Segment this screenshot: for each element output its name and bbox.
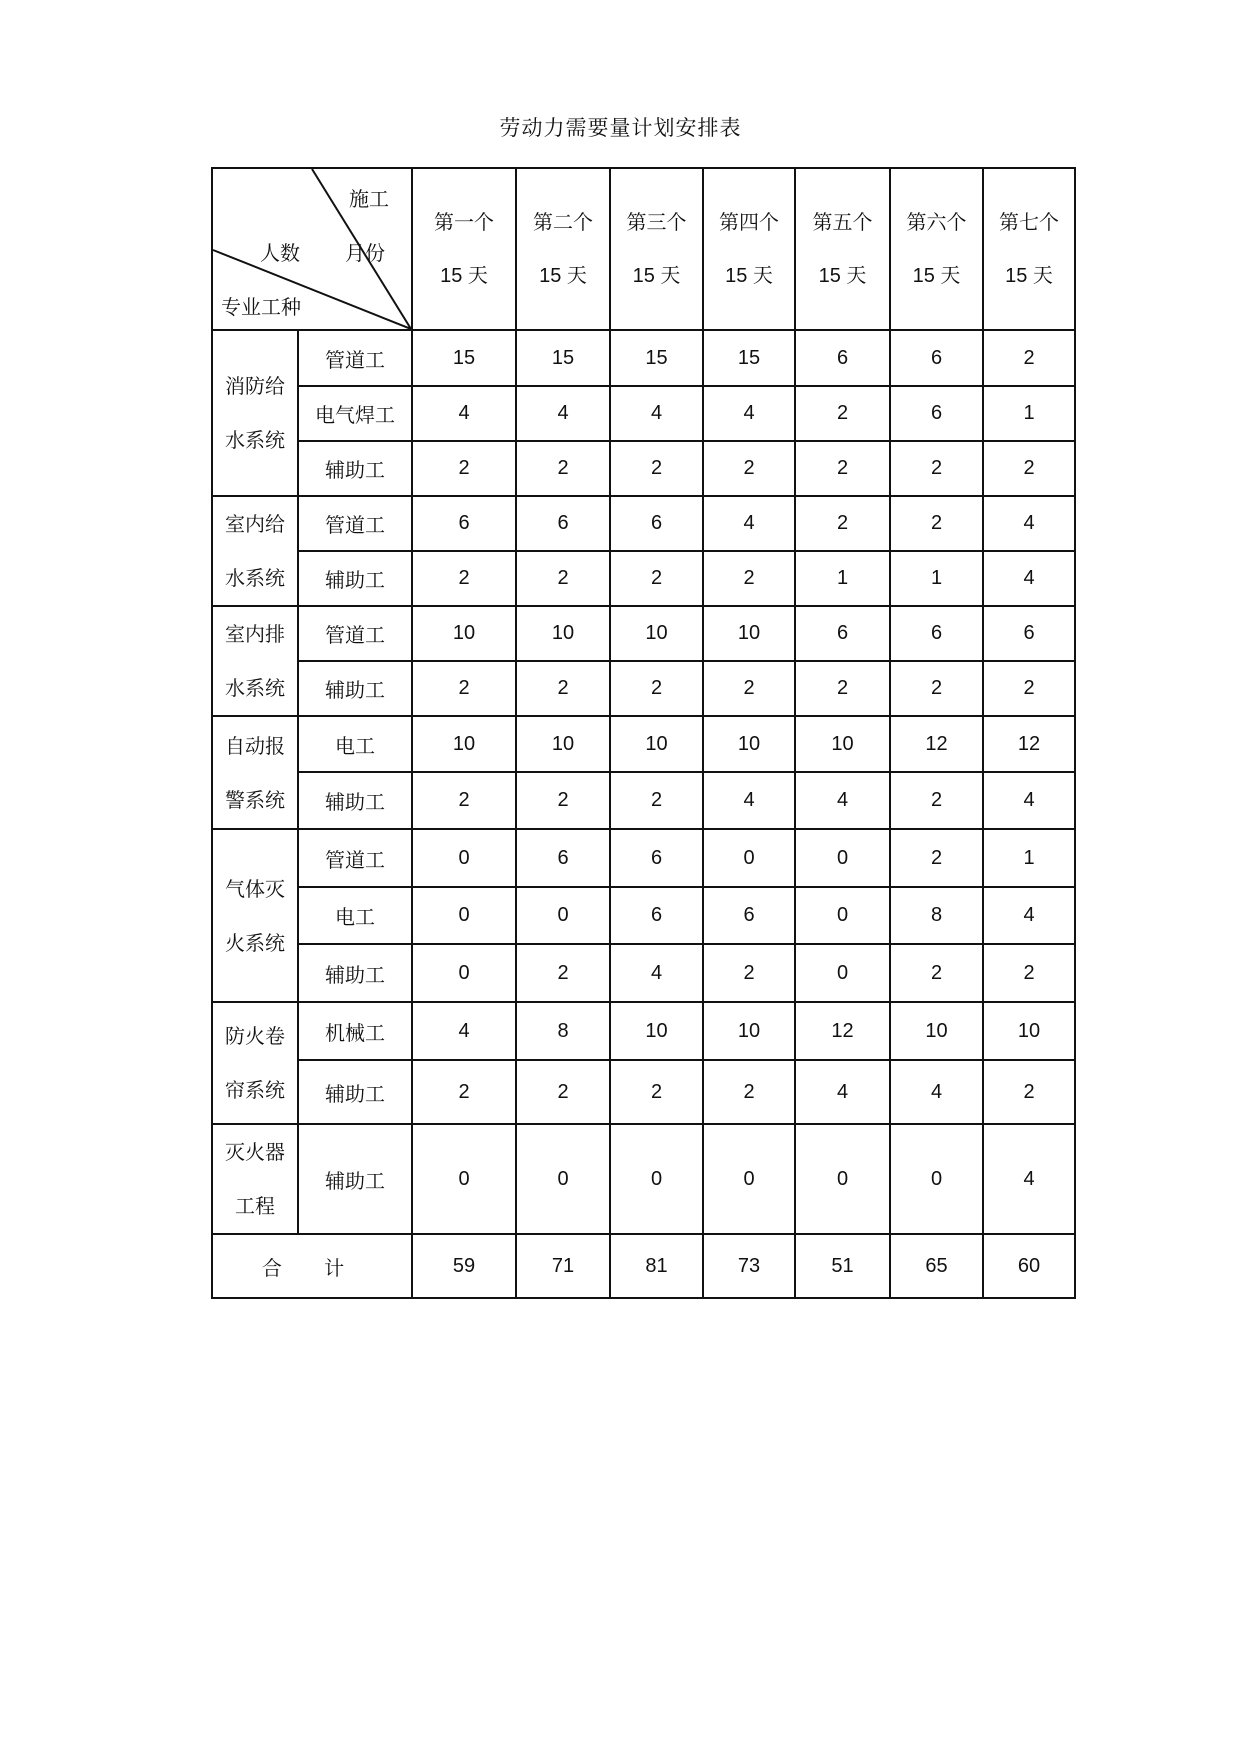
value-cell: 6 (703, 887, 795, 944)
labor-plan-table (211, 167, 1076, 1299)
value-cell: 4 (516, 386, 610, 441)
value-cell: 6 (516, 496, 610, 551)
table-row (212, 551, 1075, 606)
value-cell: 0 (610, 1124, 703, 1234)
total-value: 65 (890, 1234, 983, 1298)
period-header-7: 第七个 15 天 (983, 168, 1075, 330)
value-cell: 2 (795, 441, 890, 496)
trade-cell: 管道工 (298, 330, 412, 386)
total-value: 60 (983, 1234, 1075, 1298)
corner-header-cell (212, 168, 412, 330)
value-cell: 2 (890, 441, 983, 496)
group-cell-fire-shutter: 防火卷 帘系统 (212, 1002, 298, 1124)
table-row (212, 829, 1075, 887)
value-cell: 10 (890, 1002, 983, 1060)
trade-cell: 辅助工 (298, 441, 412, 496)
value-cell: 2 (610, 551, 703, 606)
value-cell: 8 (516, 1002, 610, 1060)
trade-cell: 管道工 (298, 829, 412, 887)
table-row (212, 944, 1075, 1002)
value-cell: 4 (983, 1124, 1075, 1234)
value-cell: 2 (610, 1060, 703, 1124)
value-cell: 2 (795, 496, 890, 551)
value-cell: 6 (610, 496, 703, 551)
value-cell: 6 (516, 829, 610, 887)
total-value: 51 (795, 1234, 890, 1298)
value-cell: 2 (703, 1060, 795, 1124)
table-row (212, 887, 1075, 944)
header-row (212, 168, 1075, 330)
trade-cell: 机械工 (298, 1002, 412, 1060)
total-label: 合 计 (212, 1234, 412, 1298)
value-cell: 4 (983, 772, 1075, 829)
period-header-2: 第二个 15 天 (516, 168, 610, 330)
value-cell: 0 (516, 887, 610, 944)
value-cell: 1 (795, 551, 890, 606)
value-cell: 2 (795, 386, 890, 441)
value-cell: 0 (412, 1124, 516, 1234)
value-cell: 0 (516, 1124, 610, 1234)
value-cell: 4 (412, 1002, 516, 1060)
corner-label-construction: 施工 (349, 187, 389, 211)
value-cell: 2 (703, 944, 795, 1002)
value-cell: 2 (516, 551, 610, 606)
value-cell: 2 (890, 496, 983, 551)
value-cell: 0 (795, 944, 890, 1002)
period-header-1: 第一个 15 天 (412, 168, 516, 330)
value-cell: 4 (610, 386, 703, 441)
value-cell: 0 (795, 887, 890, 944)
table-row (212, 330, 1075, 386)
table-row (212, 1060, 1075, 1124)
trade-cell: 电工 (298, 716, 412, 772)
table-row (212, 1002, 1075, 1060)
trade-cell: 辅助工 (298, 1060, 412, 1124)
total-value: 81 (610, 1234, 703, 1298)
value-cell: 10 (610, 1002, 703, 1060)
group-cell-fire-water: 消防给 水系统 (212, 330, 298, 496)
value-cell: 2 (610, 772, 703, 829)
value-cell: 15 (703, 330, 795, 386)
value-cell: 4 (610, 944, 703, 1002)
trade-cell: 辅助工 (298, 944, 412, 1002)
value-cell: 0 (795, 1124, 890, 1234)
value-cell: 2 (890, 661, 983, 716)
value-cell: 4 (703, 386, 795, 441)
value-cell: 10 (516, 606, 610, 661)
period-header-6: 第六个 15 天 (890, 168, 983, 330)
corner-label-month: 月份 (345, 241, 385, 265)
value-cell: 1 (983, 386, 1075, 441)
value-cell: 2 (516, 772, 610, 829)
value-cell: 2 (703, 661, 795, 716)
total-row (212, 1234, 1075, 1298)
value-cell: 0 (890, 1124, 983, 1234)
group-cell-auto-alarm: 自动报 警系统 (212, 716, 298, 829)
value-cell: 2 (983, 944, 1075, 1002)
table-row (212, 716, 1075, 772)
value-cell: 0 (412, 829, 516, 887)
page-title: 劳动力需要量计划安排表 (499, 116, 742, 140)
value-cell: 4 (703, 772, 795, 829)
value-cell: 6 (795, 606, 890, 661)
trade-cell: 电工 (298, 887, 412, 944)
value-cell: 2 (983, 1060, 1075, 1124)
value-cell: 0 (412, 887, 516, 944)
value-cell: 4 (983, 887, 1075, 944)
value-cell: 10 (516, 716, 610, 772)
value-cell: 10 (703, 1002, 795, 1060)
value-cell: 4 (795, 1060, 890, 1124)
value-cell: 2 (890, 944, 983, 1002)
value-cell: 2 (516, 1060, 610, 1124)
value-cell: 10 (795, 716, 890, 772)
trade-cell: 辅助工 (298, 661, 412, 716)
value-cell: 2 (795, 661, 890, 716)
value-cell: 4 (703, 496, 795, 551)
value-cell: 6 (795, 330, 890, 386)
value-cell: 6 (890, 606, 983, 661)
value-cell: 2 (412, 661, 516, 716)
group-cell-indoor-water-supply: 室内给 水系统 (212, 496, 298, 606)
table-row (212, 606, 1075, 661)
value-cell: 2 (703, 551, 795, 606)
total-value: 73 (703, 1234, 795, 1298)
value-cell: 4 (890, 1060, 983, 1124)
total-value: 59 (412, 1234, 516, 1298)
value-cell: 2 (412, 772, 516, 829)
value-cell: 2 (412, 1060, 516, 1124)
value-cell: 2 (890, 772, 983, 829)
trade-cell: 管道工 (298, 606, 412, 661)
value-cell: 2 (610, 661, 703, 716)
table-row (212, 496, 1075, 551)
value-cell: 2 (516, 661, 610, 716)
corner-label-trade: 专业工种 (221, 295, 301, 319)
value-cell: 6 (412, 496, 516, 551)
value-cell: 1 (890, 551, 983, 606)
value-cell: 10 (703, 716, 795, 772)
value-cell: 12 (795, 1002, 890, 1060)
value-cell: 2 (516, 944, 610, 1002)
value-cell: 2 (983, 661, 1075, 716)
table-row (212, 386, 1075, 441)
value-cell: 0 (412, 944, 516, 1002)
value-cell: 0 (703, 1124, 795, 1234)
group-cell-gas-extinguishing: 气体灭 火系统 (212, 829, 298, 1002)
table-row (212, 661, 1075, 716)
value-cell: 4 (983, 551, 1075, 606)
value-cell: 6 (890, 330, 983, 386)
value-cell: 2 (516, 441, 610, 496)
value-cell: 10 (412, 606, 516, 661)
value-cell: 10 (610, 716, 703, 772)
value-cell: 6 (983, 606, 1075, 661)
value-cell: 0 (795, 829, 890, 887)
value-cell: 2 (412, 551, 516, 606)
value-cell: 10 (412, 716, 516, 772)
trade-cell: 电气焊工 (298, 386, 412, 441)
period-header-5: 第五个 15 天 (795, 168, 890, 330)
value-cell: 10 (610, 606, 703, 661)
total-value: 71 (516, 1234, 610, 1298)
trade-cell: 辅助工 (298, 772, 412, 829)
value-cell: 1 (983, 829, 1075, 887)
value-cell: 15 (412, 330, 516, 386)
value-cell: 8 (890, 887, 983, 944)
period-header-3: 第三个 15 天 (610, 168, 703, 330)
group-cell-extinguisher: 灭火器 工程 (212, 1124, 298, 1234)
trade-cell: 管道工 (298, 496, 412, 551)
value-cell: 2 (983, 330, 1075, 386)
value-cell: 4 (795, 772, 890, 829)
value-cell: 2 (983, 441, 1075, 496)
value-cell: 10 (983, 1002, 1075, 1060)
table-row (212, 441, 1075, 496)
table-row (212, 772, 1075, 829)
period-header-4: 第四个 15 天 (703, 168, 795, 330)
value-cell: 2 (610, 441, 703, 496)
value-cell: 2 (890, 829, 983, 887)
value-cell: 0 (703, 829, 795, 887)
trade-cell: 辅助工 (298, 1124, 412, 1234)
value-cell: 10 (703, 606, 795, 661)
value-cell: 4 (983, 496, 1075, 551)
value-cell: 12 (890, 716, 983, 772)
value-cell: 6 (610, 887, 703, 944)
value-cell: 6 (610, 829, 703, 887)
value-cell: 15 (516, 330, 610, 386)
table-row (212, 1124, 1075, 1234)
value-cell: 6 (890, 386, 983, 441)
group-cell-indoor-drainage: 室内排 水系统 (212, 606, 298, 716)
value-cell: 12 (983, 716, 1075, 772)
value-cell: 4 (412, 386, 516, 441)
value-cell: 15 (610, 330, 703, 386)
trade-cell: 辅助工 (298, 551, 412, 606)
corner-label-headcount: 人数 (260, 241, 300, 265)
value-cell: 2 (703, 441, 795, 496)
value-cell: 2 (412, 441, 516, 496)
